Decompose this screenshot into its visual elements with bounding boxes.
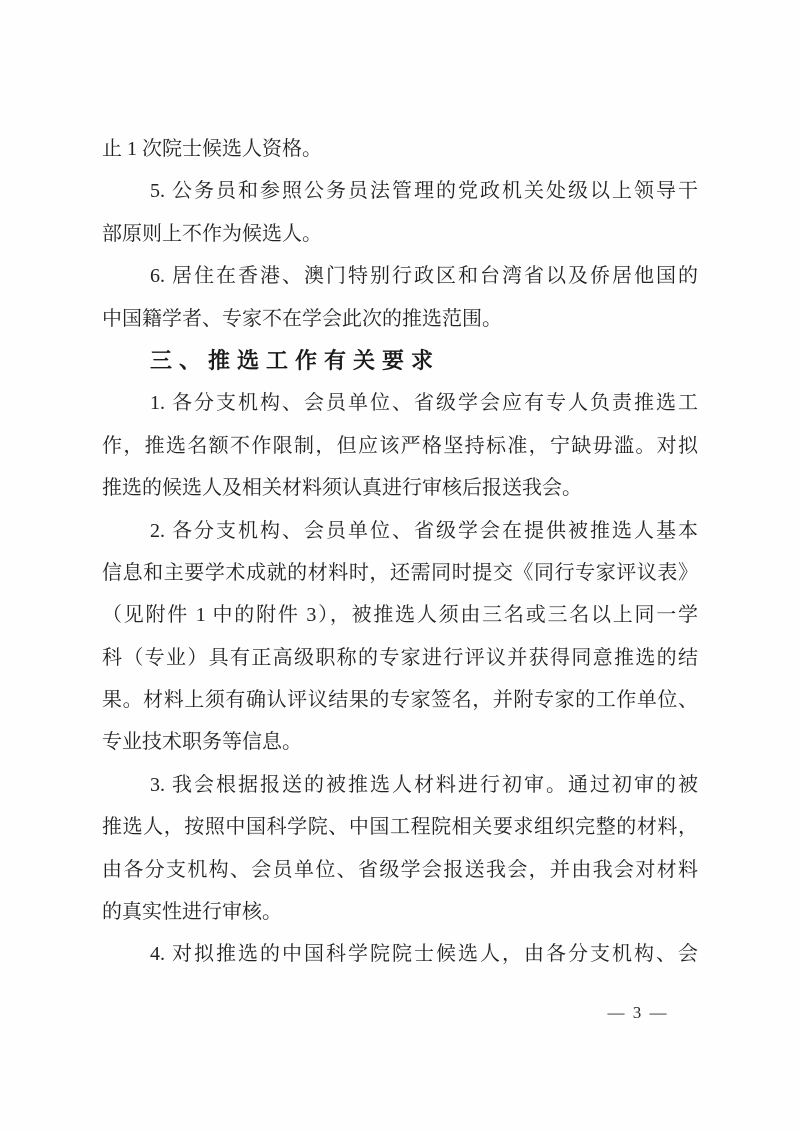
document-body	[102, 128, 698, 976]
text-line: 中国籍学者、专家不在学会此次的推选范围。	[102, 307, 502, 330]
text-line: 的真实性进行审核。	[102, 901, 282, 924]
text-line: 5. 公务员和参照公务员法管理的党政机关处级以上领导干	[150, 180, 698, 203]
text-line: 果。材料上须有确认评议结果的专家签名，并附专家的工作单位、	[102, 689, 698, 712]
text-line: 由各分支机构、会员单位、省级学会报送我会，并由我会对材料	[102, 858, 698, 881]
text-line: 推选的候选人及相关材料须认真进行审核后报送我会。	[102, 477, 582, 500]
text-line: 止 1 次院士候选人资格。	[102, 138, 322, 160]
page-number: — 3 —	[607, 1003, 669, 1022]
text-line: 部原则上不作为候选人。	[102, 222, 322, 245]
text-line: 推选人，按照中国科学院、中国工程院相关要求组织完整的材料，	[102, 816, 698, 839]
text-line: 1. 各分支机构、会员单位、省级学会应有专人负责推选工	[150, 392, 698, 415]
text-line: 专业技术职务等信息。	[102, 731, 302, 754]
text-line: 科（专业）具有正高级职称的专家进行评议并获得同意推选的结	[102, 646, 698, 669]
text-line: 6. 居住在香港、澳门特别行政区和台湾省以及侨居他国的	[150, 265, 698, 288]
text-line: 信息和主要学术成就的材料时，还需同时提交《同行专家评议表》	[102, 561, 698, 584]
text-line: 4. 对拟推选的中国科学院院士候选人，由各分支机构、会	[150, 943, 698, 966]
section-heading: 三、推选工作有关要求	[150, 347, 441, 373]
text-line: 作，推选名额不作限制，但应该严格坚持标准，宁缺毋滥。对拟	[102, 434, 698, 457]
text-line: 3. 我会根据报送的被推选人材料进行初审。通过初审的被	[150, 773, 698, 796]
text-line: 2. 各分支机构、会员单位、省级学会在提供被推选人基本	[150, 519, 698, 542]
text-line: （见附件 1 中的附件 3），被推选人须由三名或三名以上同一学	[102, 604, 698, 627]
